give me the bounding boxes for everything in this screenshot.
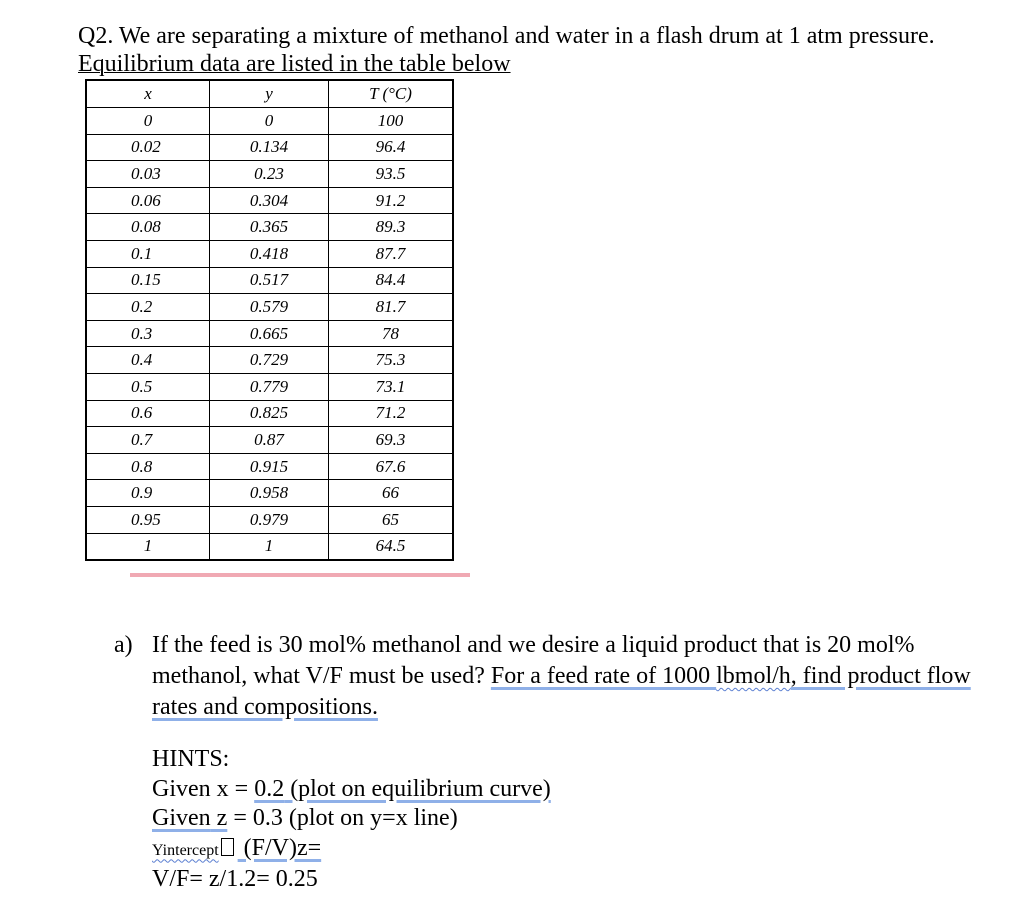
cell-x: 0.6 (87, 400, 210, 427)
cell-t: 78 (329, 320, 453, 347)
cell-y: 0.418 (210, 240, 329, 267)
cell-t: 100 (329, 108, 453, 135)
cell-x: 0.95 (87, 506, 210, 533)
cell-x: 0.08 (87, 214, 210, 241)
cell-t: 84.4 (329, 267, 453, 294)
cell-t: 73.1 (329, 373, 453, 400)
cell-t: 93.5 (329, 161, 453, 188)
table-row (87, 320, 453, 347)
cell-y: 1 (210, 533, 329, 560)
cell-t: 96.4 (329, 134, 453, 161)
cell-x: 0.2 (87, 294, 210, 321)
cell-y: 0 (210, 108, 329, 135)
cell-x: 0.15 (87, 267, 210, 294)
cell-y: 0.87 (210, 427, 329, 454)
cell-x: 0 (87, 108, 210, 135)
cell-y: 0.729 (210, 347, 329, 374)
cell-t: 87.7 (329, 240, 453, 267)
hints-title: HINTS: (152, 746, 230, 772)
cell-x: 0.9 (87, 480, 210, 507)
hint-line-1 (152, 775, 551, 805)
cell-t: 67.6 (329, 453, 453, 480)
cell-t: 66 (329, 480, 453, 507)
table-row (87, 134, 453, 161)
table-row (87, 240, 453, 267)
part-a-text-4: , find product flow rates and compositions. (152, 663, 971, 720)
cell-x: 0.4 (87, 347, 210, 374)
cell-x: 0.06 (87, 187, 210, 214)
question-line-2: Equilibrium data are listed in the table below (78, 51, 511, 77)
cell-x: 0.3 (87, 320, 210, 347)
cell-y: 0.958 (210, 480, 329, 507)
cell-t: 89.3 (329, 214, 453, 241)
hint-1-prefix: Given x = (152, 775, 255, 802)
hint-line-3 (152, 834, 551, 866)
cell-t: 69.3 (329, 427, 453, 454)
cell-y: 0.825 (210, 400, 329, 427)
hint-1-value: 0.2 (254, 775, 285, 802)
hint-2-note: = 0.3 (plot on y=x line) (227, 805, 458, 831)
cell-y: 0.365 (210, 214, 329, 241)
hint-2-prefix: Given (152, 805, 211, 831)
table-row (87, 400, 453, 427)
part-a-text-1: If the feed is 30 mol% methanol and we desire a liquid product that is 20 mol% methanol, what V/F must be used? (152, 632, 915, 689)
part-a-unit: lbmol/h (716, 663, 791, 689)
cell-y: 0.304 (210, 187, 329, 214)
cell-t: 75.3 (329, 347, 453, 374)
cell-y: 0.665 (210, 320, 329, 347)
table-row (87, 108, 453, 135)
table-row (87, 347, 453, 374)
cell-t: 81.7 (329, 294, 453, 321)
table-row (87, 427, 453, 454)
table-row (87, 214, 453, 241)
part-a (114, 630, 994, 723)
hint-line-2 (152, 804, 551, 834)
table-row (87, 373, 453, 400)
equilibrium-table (86, 80, 453, 560)
question-heading (78, 22, 935, 78)
table-row (87, 267, 453, 294)
cell-x: 0.03 (87, 161, 210, 188)
cell-y: 0.915 (210, 453, 329, 480)
hints-block (152, 745, 551, 895)
missing-glyph-icon (221, 838, 234, 856)
header-t: T (°C) (329, 81, 453, 108)
question-line-1: Q2. We are separating a mixture of methanol and water in a flash drum at 1 atm pressure. (78, 23, 935, 49)
table-row (87, 294, 453, 321)
cell-x: 0.02 (87, 134, 210, 161)
table-row (87, 480, 453, 507)
hint-2-var: z (210, 805, 228, 831)
part-a-text-2: For a feed rate of 1000 (490, 663, 717, 689)
cell-t: 71.2 (329, 400, 453, 427)
hint-line-4: V/F= z/1.2= 0.25 (152, 866, 318, 892)
table-row (87, 453, 453, 480)
part-a-text (152, 630, 994, 723)
cell-x: 0.7 (87, 427, 210, 454)
cell-y: 0.579 (210, 294, 329, 321)
hint-3-expr: (F/V)z= (237, 834, 322, 861)
cell-x: 0.8 (87, 453, 210, 480)
part-a-label: a) (114, 632, 133, 658)
cell-x: 0.1 (87, 240, 210, 267)
header-y: y (210, 81, 329, 108)
table-header-row (87, 81, 453, 108)
cell-y: 0.517 (210, 267, 329, 294)
cell-y: 0.23 (210, 161, 329, 188)
cell-x: 0.5 (87, 373, 210, 400)
hint-3-prefix: Yintercept (152, 841, 219, 859)
cell-t: 91.2 (329, 187, 453, 214)
cell-y: 0.134 (210, 134, 329, 161)
table-row (87, 187, 453, 214)
cell-t: 64.5 (329, 533, 453, 560)
table-row (87, 161, 453, 188)
table-row (87, 506, 453, 533)
cell-t: 65 (329, 506, 453, 533)
cell-x: 1 (87, 533, 210, 560)
pink-highlight-rule (130, 573, 470, 577)
cell-y: 0.979 (210, 506, 329, 533)
header-x: x (87, 81, 210, 108)
table-row (87, 533, 453, 560)
hint-1-note: (plot on equilibrium curve) (284, 775, 551, 802)
cell-y: 0.779 (210, 373, 329, 400)
